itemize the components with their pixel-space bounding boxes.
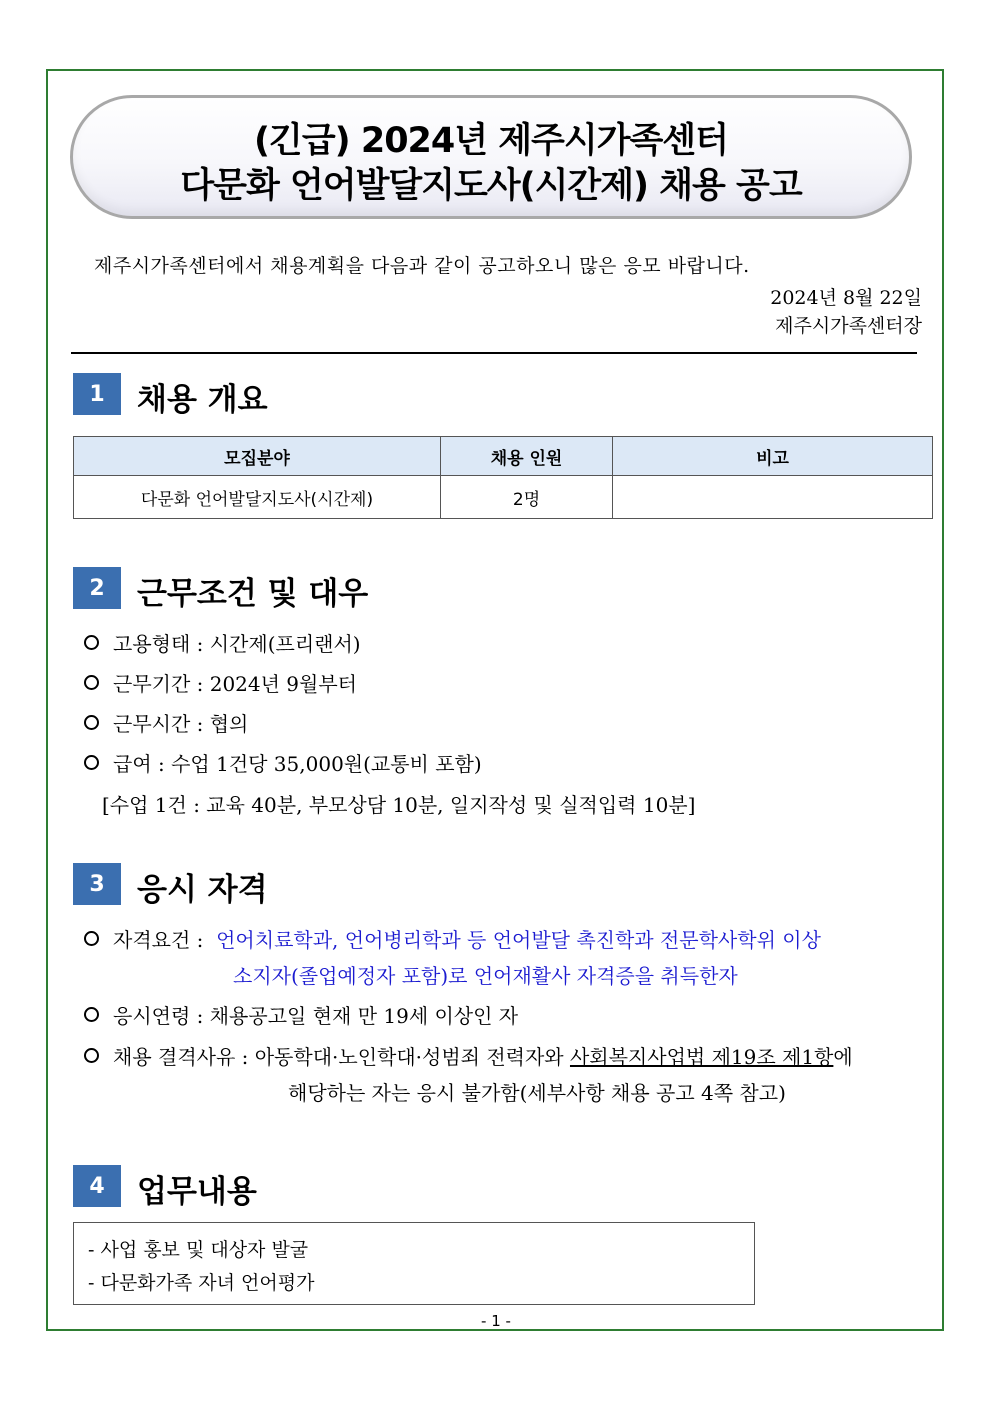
section-number-2: 2: [73, 567, 121, 609]
section-number-4: 4: [73, 1165, 121, 1207]
table-cell: 2명: [441, 476, 613, 519]
circle-bullet-icon: [84, 931, 99, 946]
notice-date: 2024년 8월 22일: [770, 287, 922, 309]
divider: [71, 352, 917, 354]
condition-hours: 근무시간 : 협의: [84, 708, 248, 737]
table-cell: [613, 476, 933, 519]
section-title-4: 업무내용: [137, 1174, 257, 1210]
table-header-cell: 비고: [613, 437, 933, 476]
disqualification-line-2: 해당하는 자는 응시 불가함(세부사항 채용 공고 4쪽 참고): [288, 1081, 786, 1105]
section-number-1: 1: [73, 373, 121, 415]
title-banner: [70, 95, 912, 219]
table-cell: 다문화 언어발달지도사(시간제): [74, 476, 441, 519]
section-number-3: 3: [73, 863, 121, 905]
circle-bullet-icon: [84, 1007, 99, 1022]
section-title-1: 채용 개요: [137, 382, 268, 418]
qualification-disqualification: 채용 결격사유 : 아동학대·노인학대·성범죄 전력자와 사회복지사업법 제19조 제1항에: [84, 1041, 853, 1070]
notice-signer: 제주시가족센터장: [775, 315, 922, 337]
page-number: - 1 -: [481, 1312, 511, 1330]
qualification-age: 응시연령 : 채용공고일 현재 만 19세 이상인 자: [84, 1000, 518, 1029]
condition-pay: 급여 : 수업 1건당 35,000원(교통비 포함): [84, 748, 482, 777]
title-line-1: (긴급) 2024년 제주시가족센터: [254, 121, 728, 161]
condition-pay-note: [수업 1건 : 교육 40분, 부모상담 10분, 일지작성 및 실적입력 10분]: [102, 793, 696, 817]
circle-bullet-icon: [84, 675, 99, 690]
law-reference: 사회복지사업법 제19조 제1항: [569, 1045, 834, 1069]
table-header-row: [74, 437, 933, 476]
title-line-2: 다문화 언어발달지도사(시간제) 채용 공고: [180, 166, 802, 206]
circle-bullet-icon: [84, 715, 99, 730]
table-header-cell: 채용 인원: [441, 437, 613, 476]
table-header-cell: 모집분야: [74, 437, 441, 476]
table-row: [74, 476, 933, 519]
requirement-text: 언어치료학과, 언어병리학과 등 언어발달 촉진학과 전문학사학위 이상: [216, 928, 821, 952]
section-title-3: 응시 자격: [137, 872, 268, 908]
condition-employment: 고용형태 : 시간제(프리랜서): [84, 628, 361, 657]
duties-box: [73, 1222, 755, 1305]
list-item: - 사업 홍보 및 대상자 발굴: [88, 1239, 309, 1261]
overview-table: [73, 436, 933, 519]
circle-bullet-icon: [84, 635, 99, 650]
circle-bullet-icon: [84, 1048, 99, 1063]
intro-text: 제주시가족센터에서 채용계획을 다음과 같이 공고하오니 많은 응모 바랍니다.: [94, 255, 750, 277]
circle-bullet-icon: [84, 755, 99, 770]
requirement-text-line-2: 소지자(졸업예정자 포함)로 언어재활사 자격증을 취득한자: [233, 964, 738, 988]
section-title-2: 근무조건 및 대우: [137, 576, 369, 612]
qualification-requirement: 자격요건 : 언어치료학과, 언어병리학과 등 언어발달 촉진학과 전문학사학위 이상: [84, 924, 821, 953]
list-item: - 다문화가족 자녀 언어평가: [88, 1272, 315, 1294]
condition-period: 근무기간 : 2024년 9월부터: [84, 668, 357, 697]
